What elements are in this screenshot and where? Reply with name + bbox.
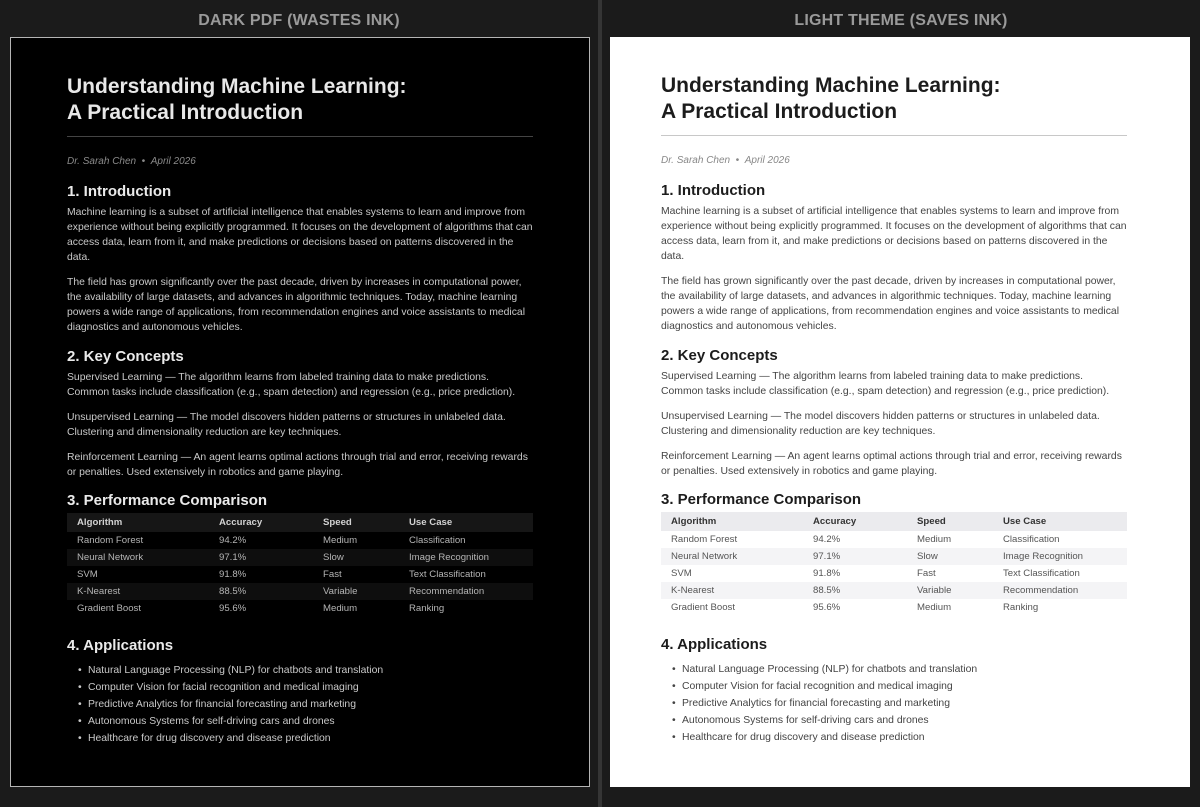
dark-pdf-page <box>10 37 590 787</box>
section-introduction <box>661 181 1127 334</box>
column-header: Use Case <box>399 513 533 532</box>
light-theme-page <box>610 37 1190 787</box>
table-row <box>661 599 1127 616</box>
list-item-text: Computer Vision for facial recognition and medical imaging <box>682 681 953 692</box>
list-item <box>67 730 533 747</box>
list-item <box>661 695 1127 712</box>
section-heading: 3. Performance Comparison <box>67 492 268 509</box>
list-item <box>661 661 1127 678</box>
section-heading: 1. Introduction <box>661 182 766 199</box>
table-cell: 88.5% <box>803 582 907 599</box>
table-cell: Gradient Boost <box>77 603 141 614</box>
column-header: Accuracy <box>209 513 313 532</box>
table-cell: SVM <box>77 569 98 580</box>
title-line-2: A Practical Introduction <box>67 101 304 124</box>
performance-table <box>661 512 1127 616</box>
bullet-icon: • <box>672 732 676 743</box>
dark-panel-title: DARK PDF (WASTES INK) <box>198 12 400 29</box>
list-item-text: Natural Language Processing (NLP) for chatbots and translation <box>88 665 384 676</box>
column-header: Algorithm <box>661 512 803 531</box>
section-heading: 4. Applications <box>67 637 174 654</box>
table-cell: Medium <box>917 534 952 545</box>
bullet-icon: • <box>78 682 82 693</box>
table-cell: K-Nearest <box>661 582 803 599</box>
date: April 2026 <box>744 155 790 166</box>
table-cell: Ranking <box>1003 602 1039 613</box>
applications-list <box>67 662 533 747</box>
author: Dr. Sarah Chen <box>67 156 137 167</box>
bullet-icon: • <box>78 699 82 710</box>
byline <box>67 156 533 168</box>
bullet-icon: • <box>78 716 82 727</box>
list-item <box>67 662 533 679</box>
byline <box>661 155 1127 167</box>
applications-list <box>661 661 1127 746</box>
list-item <box>661 678 1127 695</box>
list-item-text: Natural Language Processing (NLP) for chatbots and translation <box>682 664 978 675</box>
table-cell: Classification <box>1003 534 1060 545</box>
document-title <box>67 74 533 126</box>
bullet-icon: • <box>672 681 676 692</box>
table-cell: Recommendation <box>993 582 1127 599</box>
table-cell: Medium <box>917 602 952 613</box>
paragraph: Machine learning is a subset of artificial intelligence that enables systems to learn and improve from experience without being explicitly programmed. It focuses on the development of algorithms that can access data, learn from it, and make predictions or decisions based on patterns discovered in the data. <box>661 206 1127 262</box>
table-row <box>661 548 1127 565</box>
section-key-concepts <box>661 346 1127 479</box>
table-cell: Slow <box>907 548 993 565</box>
bullet-icon: • <box>78 665 82 676</box>
table-cell: 94.2% <box>219 535 247 546</box>
section-performance <box>67 491 533 617</box>
table-cell: 91.8% <box>219 569 247 580</box>
column-header: Accuracy <box>803 512 907 531</box>
bullet-icon: • <box>672 715 676 726</box>
table-cell: Recommendation <box>399 583 533 600</box>
bullet-icon: • <box>78 733 82 744</box>
list-item <box>67 679 533 696</box>
table-row <box>67 583 533 600</box>
section-applications <box>67 636 533 747</box>
section-applications <box>661 635 1127 746</box>
list-item <box>67 713 533 730</box>
table-cell: Text Classification <box>409 569 486 580</box>
document-title <box>661 73 1127 125</box>
paragraph: Supervised Learning — The algorithm learns from labeled training data to make predictions. Common tasks include classification (e.g., spam detection) and regression (e.g., price prediction). <box>661 371 1110 397</box>
date: April 2026 <box>150 156 196 167</box>
list-item <box>661 712 1127 729</box>
paragraph: The field has grown significantly over the past decade, driven by increases in computational power, the availability of large datasets, and advances in algorithmic techniques. Today, machine learning powers a wide range of applications, from recommendation engines and voice assistants to medical diagnostics and autonomous vehicles. <box>67 277 526 333</box>
table-header <box>67 513 533 532</box>
document-content <box>67 74 533 747</box>
list-item-text: Computer Vision for facial recognition and medical imaging <box>88 682 359 693</box>
table-row <box>67 532 533 549</box>
title-line-1: Understanding Machine Learning: <box>67 75 407 98</box>
table-cell: 95.6% <box>813 602 841 613</box>
table-header <box>661 512 1127 531</box>
table-cell: Text Classification <box>1003 568 1080 579</box>
table-cell: Ranking <box>409 603 445 614</box>
table-cell: K-Nearest <box>67 583 209 600</box>
panel-divider[interactable] <box>598 0 602 807</box>
section-heading: 2. Key Concepts <box>661 347 778 364</box>
table-cell: 94.2% <box>813 534 841 545</box>
section-heading: 1. Introduction <box>67 183 172 200</box>
table-cell: Variable <box>907 582 993 599</box>
table-cell: 97.1% <box>803 548 907 565</box>
list-item <box>661 729 1127 746</box>
table-cell: Medium <box>323 535 358 546</box>
byline-separator: • <box>735 155 740 166</box>
table-cell: Neural Network <box>67 549 209 566</box>
table-row <box>67 566 533 583</box>
section-key-concepts <box>67 347 533 480</box>
list-item-text: Healthcare for drug discovery and disease prediction <box>88 733 331 744</box>
title-rule <box>67 136 533 137</box>
list-item <box>67 696 533 713</box>
author: Dr. Sarah Chen <box>661 155 731 166</box>
table-cell: Fast <box>917 568 936 579</box>
paragraph: Supervised Learning — The algorithm learns from labeled training data to make predictions. Common tasks include classification (e.g., spam detection) and regression (e.g., price prediction). <box>67 372 516 398</box>
paragraph: Reinforcement Learning — An agent learns optimal actions through trial and error, receiving rewards or penalties. Used extensively in robotics and game playing. <box>67 452 528 478</box>
paragraph: Unsupervised Learning — The model discovers hidden patterns or structures in unlabeled data. Clustering and dimensionality reduction are key techniques. <box>67 412 506 438</box>
list-item-text: Predictive Analytics for financial forecasting and marketing <box>682 698 950 709</box>
title-rule <box>661 135 1127 136</box>
table-cell: Image Recognition <box>993 548 1127 565</box>
section-introduction <box>67 182 533 335</box>
table-row <box>661 565 1127 582</box>
table-cell: Image Recognition <box>399 549 533 566</box>
section-heading: 3. Performance Comparison <box>661 491 862 508</box>
section-performance <box>661 490 1127 616</box>
table-cell: 91.8% <box>813 568 841 579</box>
table-cell: Slow <box>313 549 399 566</box>
table-cell: Random Forest <box>671 534 738 545</box>
table-row <box>661 531 1127 548</box>
table-cell: Variable <box>313 583 399 600</box>
paragraph: Reinforcement Learning — An agent learns optimal actions through trial and error, receiving rewards or penalties. Used extensively in robotics and game playing. <box>661 451 1122 477</box>
table-row <box>67 600 533 617</box>
column-header: Algorithm <box>67 513 209 532</box>
performance-table <box>67 513 533 617</box>
list-item-text: Predictive Analytics for financial forecasting and marketing <box>88 699 356 710</box>
section-heading: 2. Key Concepts <box>67 348 184 365</box>
bullet-icon: • <box>672 664 676 675</box>
document-content <box>661 73 1127 746</box>
section-heading: 4. Applications <box>661 636 768 653</box>
byline-separator: • <box>141 156 146 167</box>
table-cell: Classification <box>409 535 466 546</box>
list-item-text: Autonomous Systems for self-driving cars and drones <box>682 715 929 726</box>
table-cell: Random Forest <box>77 535 144 546</box>
column-header: Use Case <box>993 512 1127 531</box>
column-header: Speed <box>907 512 993 531</box>
table-row <box>661 582 1127 599</box>
paragraph: Machine learning is a subset of artificial intelligence that enables systems to learn and improve from experience without being explicitly programmed. It focuses on the development of algorithms that can access data, learn from it, and make predictions or decisions based on patterns discovered in the data. <box>67 207 533 263</box>
table-row <box>67 549 533 566</box>
column-header: Speed <box>313 513 399 532</box>
table-cell: 95.6% <box>219 603 247 614</box>
list-item-text: Autonomous Systems for self-driving cars and drones <box>88 716 335 727</box>
paragraph: Unsupervised Learning — The model discovers hidden patterns or structures in unlabeled data. Clustering and dimensionality reduction are key techniques. <box>661 411 1100 437</box>
paragraph: The field has grown significantly over the past decade, driven by increases in computational power, the availability of large datasets, and advances in algorithmic techniques. Today, machine learning powers a wide range of applications, from recommendation engines and voice assistants to medical diagnostics and autonomous vehicles. <box>661 276 1120 332</box>
light-panel-title: LIGHT THEME (SAVES INK) <box>794 12 1008 29</box>
title-line-2: A Practical Introduction <box>661 100 898 123</box>
title-line-1: Understanding Machine Learning: <box>661 74 1001 97</box>
table-cell: Gradient Boost <box>671 602 735 613</box>
table-cell: Medium <box>323 603 358 614</box>
table-cell: Neural Network <box>661 548 803 565</box>
table-cell: 88.5% <box>209 583 313 600</box>
bullet-icon: • <box>672 698 676 709</box>
table-cell: SVM <box>671 568 692 579</box>
list-item-text: Healthcare for drug discovery and disease prediction <box>682 732 925 743</box>
table-cell: 97.1% <box>209 549 313 566</box>
table-cell: Fast <box>323 569 342 580</box>
